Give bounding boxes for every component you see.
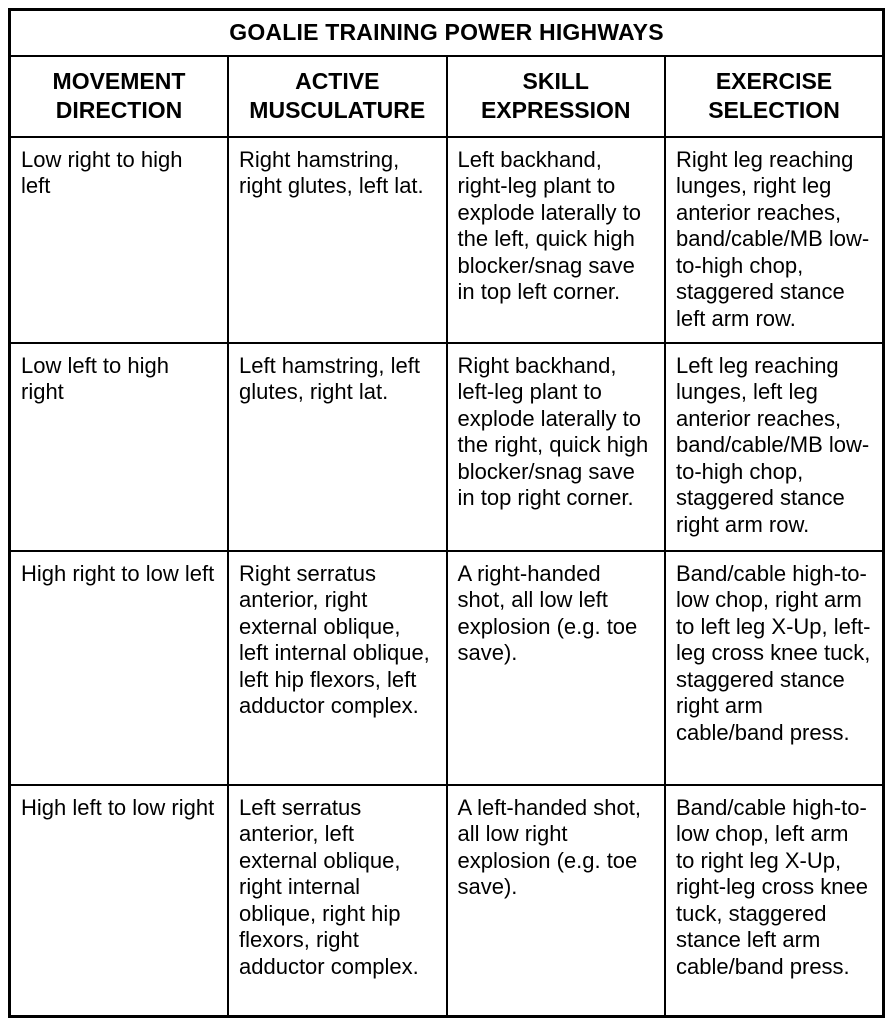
cell-exercise-selection: Right leg reaching lunges, right leg anterior reaches, band/cable/MB low-to-high chop, staggered stance left arm row. bbox=[665, 137, 884, 343]
cell-active-musculature: Right hamstring, right glutes, left lat. bbox=[228, 137, 447, 343]
cell-exercise-selection: Left leg reaching lunges, left leg anterior reaches, band/cable/MB low-to-high chop, staggered stance right arm row. bbox=[665, 343, 884, 551]
cell-active-musculature: Right serratus anterior, right external oblique, left internal oblique, left hip flexors, left adductor complex. bbox=[228, 551, 447, 785]
cell-movement-direction: Low left to high right bbox=[10, 343, 229, 551]
header-row bbox=[10, 56, 884, 137]
cell-active-musculature: Left hamstring, left glutes, right lat. bbox=[228, 343, 447, 551]
column-header-active-musculature: ACTIVE MUSCULATURE bbox=[228, 56, 447, 137]
cell-movement-direction: High left to low right bbox=[10, 785, 229, 1017]
table-row bbox=[10, 785, 884, 1017]
cell-skill-expression: Left backhand, right-leg plant to explode laterally to the left, quick high blocker/snag save in top left corner. bbox=[447, 137, 666, 343]
column-header-movement-direction: MOVEMENT DIRECTION bbox=[10, 56, 229, 137]
cell-movement-direction: Low right to high left bbox=[10, 137, 229, 343]
table-row bbox=[10, 551, 884, 785]
cell-skill-expression: Right backhand, left-leg plant to explode laterally to the right, quick high blocker/snag save in top right corner. bbox=[447, 343, 666, 551]
column-header-exercise-selection: EXERCISE SELECTION bbox=[665, 56, 884, 137]
column-header-skill-expression: SKILL EXPRESSION bbox=[447, 56, 666, 137]
cell-skill-expression: A right-handed shot, all low left explosion (e.g. toe save). bbox=[447, 551, 666, 785]
title-row bbox=[10, 10, 884, 56]
goalie-training-power-highways-table bbox=[8, 8, 885, 1018]
cell-exercise-selection: Band/cable high-to-low chop, right arm to left leg X-Up, left-leg cross knee tuck, staggered stance right arm cable/band press. bbox=[665, 551, 884, 785]
cell-movement-direction: High right to low left bbox=[10, 551, 229, 785]
cell-active-musculature: Left serratus anterior, left external oblique, right internal oblique, right hip flexors, right adductor complex. bbox=[228, 785, 447, 1017]
cell-exercise-selection: Band/cable high-to-low chop, left arm to right leg X-Up, right-leg cross knee tuck, staggered stance left arm cable/band press. bbox=[665, 785, 884, 1017]
cell-skill-expression: A left-handed shot, all low right explosion (e.g. toe save). bbox=[447, 785, 666, 1017]
table-row bbox=[10, 343, 884, 551]
table-row bbox=[10, 137, 884, 343]
table-title: GOALIE TRAINING POWER HIGHWAYS bbox=[10, 10, 884, 56]
